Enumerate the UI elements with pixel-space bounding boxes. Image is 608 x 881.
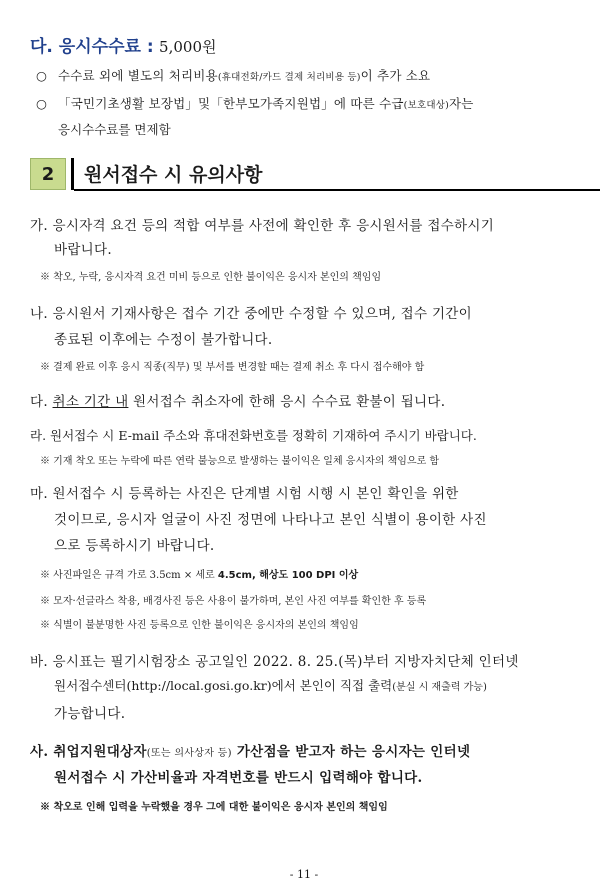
item-ba-line2: 원서접수센터(http://local.gosi.go.kr)에서 본인이 직접 출력(분실 시 재출력 가능) — [54, 678, 487, 693]
fee-amount: 5,000원 — [159, 38, 217, 56]
cancel-period-underline: 취소 기간 내 — [52, 394, 129, 410]
item-na-line1: 나. 응시원서 기재사항은 접수 기간 중에만 수정할 수 있으며, 접수 기간이 — [30, 306, 472, 322]
item-ma-line3: 으로 등록하시기 바랍니다. — [54, 538, 215, 554]
section-divider — [71, 158, 74, 190]
item-ga-line1: 가. 응시자격 요건 등의 적합 여부를 사전에 확인한 후 응시원서를 접수하시기 — [30, 218, 495, 234]
item-ra-note: ※ 기재 착오 또는 누락에 따른 연락 불능으로 발생하는 불이익은 일체 응시자의 책임으로 함 — [40, 456, 440, 467]
item-ga-note: ※ 착오, 누락, 응시자격 요건 미비 등으로 인한 불이익은 응시자 본인의 책임임 — [40, 272, 382, 283]
item-sa-line2: 원서접수 시 가산비율과 자격번호를 반드시 입력해야 합니다. — [54, 770, 423, 786]
fee-bullet-2-cont: 응시수수료를 면제함 — [58, 122, 171, 137]
fee-label: 다. 응시수수료 : — [30, 37, 154, 57]
item-sa-note: ※ 착오로 인해 입력을 누락했을 경우 그에 대한 불이익은 응시자 본인의 책임임 — [40, 802, 388, 813]
item-ma-line1: 마. 원서접수 시 등록하는 사진은 단계별 시험 시행 시 본인 확인을 위한 — [30, 486, 459, 502]
item-ba-line3: 가능합니다. — [54, 706, 126, 722]
page-number: - 11 - — [289, 868, 319, 881]
item-ra-line1: 라. 원서접수 시 E-mail 주소와 휴대전화번호를 정확히 기재하여 주시기 바랍니다. — [30, 428, 477, 443]
fee-heading — [30, 32, 216, 57]
section-title: 원서접수 시 유의사항 — [84, 164, 263, 186]
section-number: 2 — [30, 158, 66, 190]
section-header — [30, 156, 600, 196]
section-underline — [74, 189, 600, 191]
item-ma-line2: 것이므로, 응시자 얼굴이 사진 정면에 나타나고 본인 식별이 용이한 사진 — [54, 512, 487, 528]
item-da: 다. 취소 기간 내 원서접수 취소자에 한해 응시 수수료 환불이 됩니다. — [30, 394, 446, 410]
item-sa-line1: 사. 취업지원대상자(또는 의사상자 등) 가산점을 받고자 하는 응시자는 인터넷 — [30, 744, 471, 760]
item-ba-line1: 바. 응시표는 필기시험장소 공고일인 2022. 8. 25.(목)부터 지방자치단체 인터넷 — [30, 654, 519, 670]
circle-bullet-icon: ○ — [36, 96, 48, 111]
fee-bullet-2: ○ 「국민기초생활 보장법」및「한부모가족지원법」에 따른 수급(보호대상)자는 — [36, 96, 474, 111]
fee-bullet-1: ○ 수수료 외에 별도의 처리비용(휴대전화/카드 결제 처리비용 등)이 추가 소요 — [36, 68, 431, 83]
item-na-line2: 종료된 이후에는 수정이 불가합니다. — [54, 332, 273, 348]
item-na-note: ※ 결제 완료 이후 응시 직종(직무) 및 부서를 변경할 때는 결제 취소 후 다시 접수해야 함 — [40, 362, 425, 373]
circle-bullet-icon: ○ — [36, 68, 48, 83]
item-ma-note3: ※ 식별이 불분명한 사진 등록으로 인한 불이익은 응시자의 본인의 책임임 — [40, 620, 359, 631]
item-ma-note1: ※ 사진파일은 규격 가로 3.5cm × 세로 4.5cm, 해상도 100 DPI 이상 — [40, 570, 359, 581]
item-ma-note2: ※ 모자·선글라스 착용, 배경사진 등은 사용이 불가하며, 본인 사진 여부를 확인한 후 등록 — [40, 596, 427, 607]
item-ga-line2: 바랍니다. — [54, 242, 112, 258]
